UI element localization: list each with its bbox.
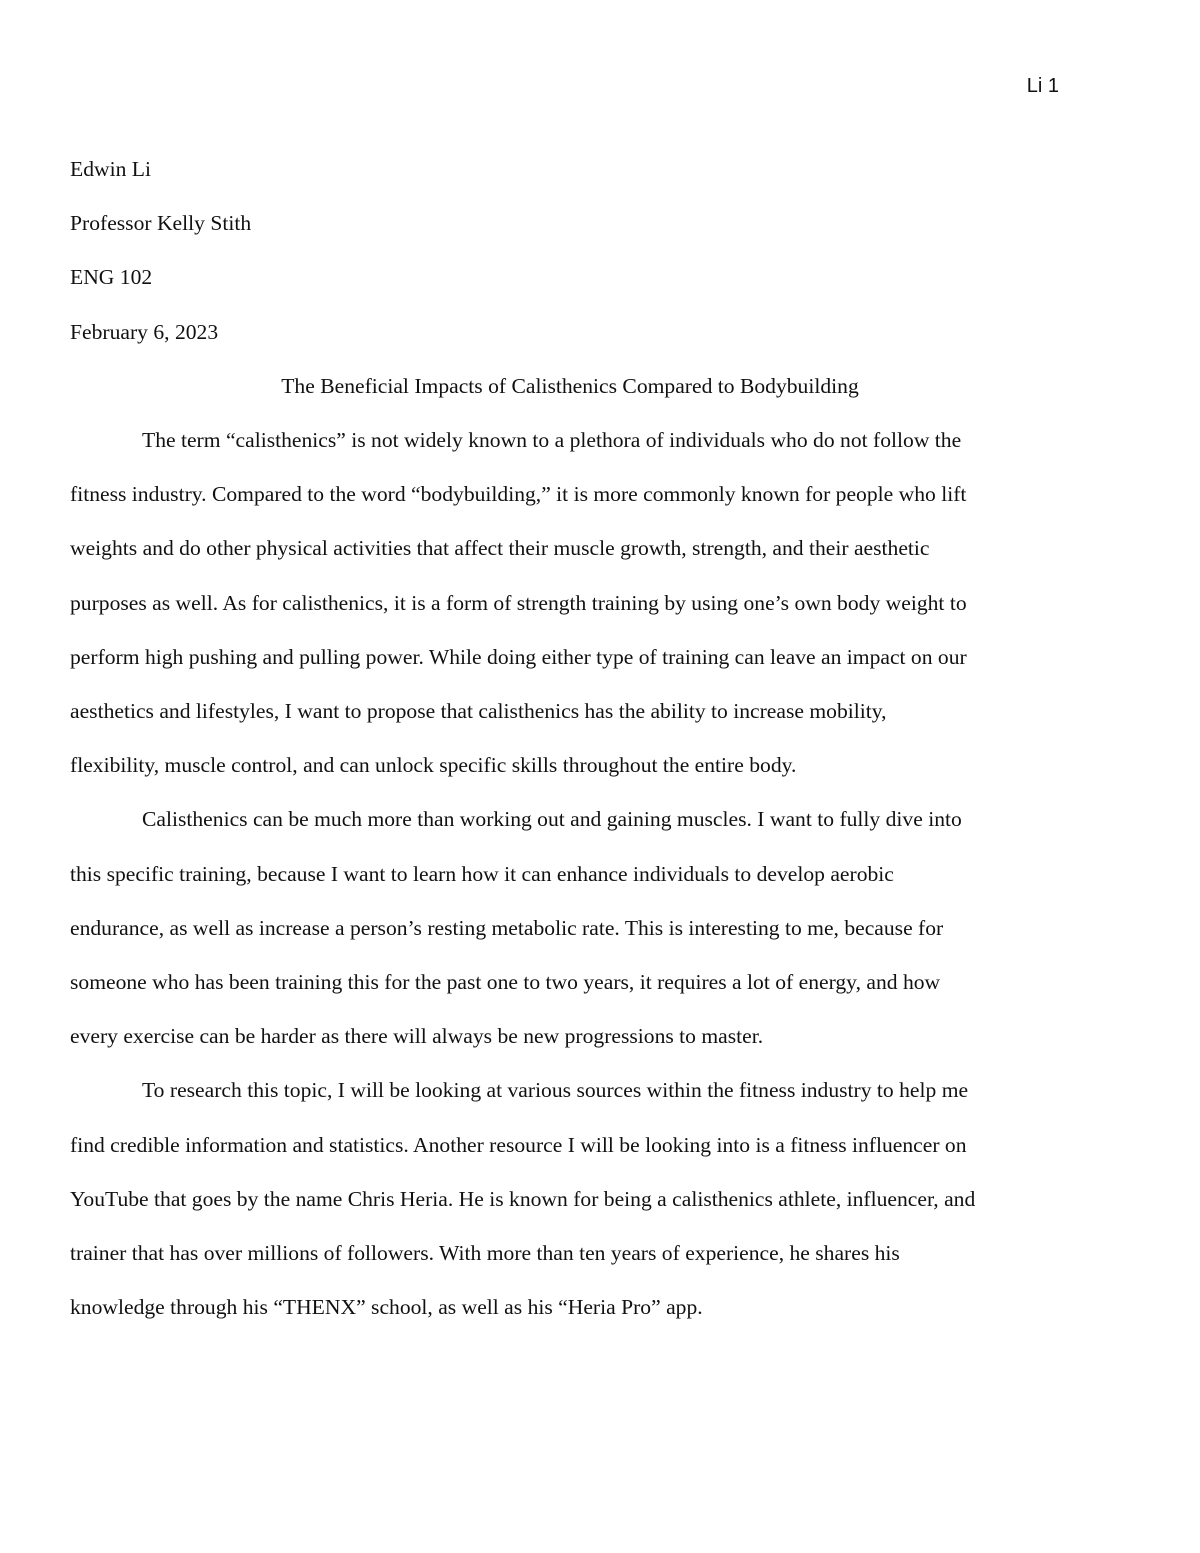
- paragraph-line: flexibility, muscle control, and can unlock specific skills throughout the entire body.: [70, 753, 797, 778]
- paragraph-line: this specific training, because I want to learn how it can enhance individuals to develop aerobic: [70, 861, 894, 886]
- author-name: Edwin Li: [70, 157, 151, 181]
- paragraph-line: To research this topic, I will be looking at various sources within the fitness industry to help me: [142, 1078, 969, 1103]
- course-name: ENG 102: [70, 265, 153, 290]
- paragraph-line: Calisthenics can be much more than working out and gaining muscles. I want to fully dive into: [142, 807, 962, 832]
- professor-name: Professor Kelly Stith: [70, 211, 252, 236]
- paragraph-line: YouTube that goes by the name Chris Heria. He is known for being a calisthenics athlete, influencer, and: [70, 1186, 976, 1211]
- paragraph-1: [70, 413, 1070, 792]
- essay-title: The Beneficial Impacts of Calisthenics Compared to Bodybuilding: [281, 373, 859, 398]
- paragraph-3: [70, 1063, 1070, 1334]
- paragraph-2: [70, 792, 1070, 1063]
- paragraph-line: someone who has been training this for the past one to two years, it requires a lot of energy, and how: [70, 970, 941, 995]
- running-head: Li 1: [1026, 75, 1059, 97]
- paragraph-line: knowledge through his “THENX” school, as well as his “Heria Pro” app.: [70, 1295, 703, 1320]
- paragraph-line: trainer that has over millions of followers. With more than ten years of experience, he shares his: [70, 1241, 900, 1266]
- paragraph-line: endurance, as well as increase a person’s resting metabolic rate. This is interesting to me, because for: [70, 915, 944, 940]
- paragraph-line: aesthetics and lifestyles, I want to propose that calisthenics has the ability to increase mobility,: [70, 699, 887, 724]
- paragraph-line: The term “calisthenics” is not widely known to a plethora of individuals who do not follow the: [142, 428, 962, 453]
- submission-date: February 6, 2023: [70, 319, 219, 344]
- paragraph-line: perform high pushing and pulling power. While doing either type of training can leave an impact on our: [70, 644, 967, 669]
- document-body: [70, 142, 1070, 1334]
- paragraph-line: every exercise can be harder as there will always be new progressions to master.: [70, 1024, 764, 1049]
- paragraph-line: fitness industry. Compared to the word “bodybuilding,” it is more commonly known for people who lift: [70, 482, 967, 507]
- paragraph-line: weights and do other physical activities that affect their muscle growth, strength, and their aesthetic: [70, 536, 930, 561]
- paragraph-line: find credible information and statistics. Another resource I will be looking into is a fitness influencer on: [70, 1132, 967, 1157]
- paragraph-line: purposes as well. As for calisthenics, it is a form of strength training by using one’s own body weight to: [70, 590, 967, 615]
